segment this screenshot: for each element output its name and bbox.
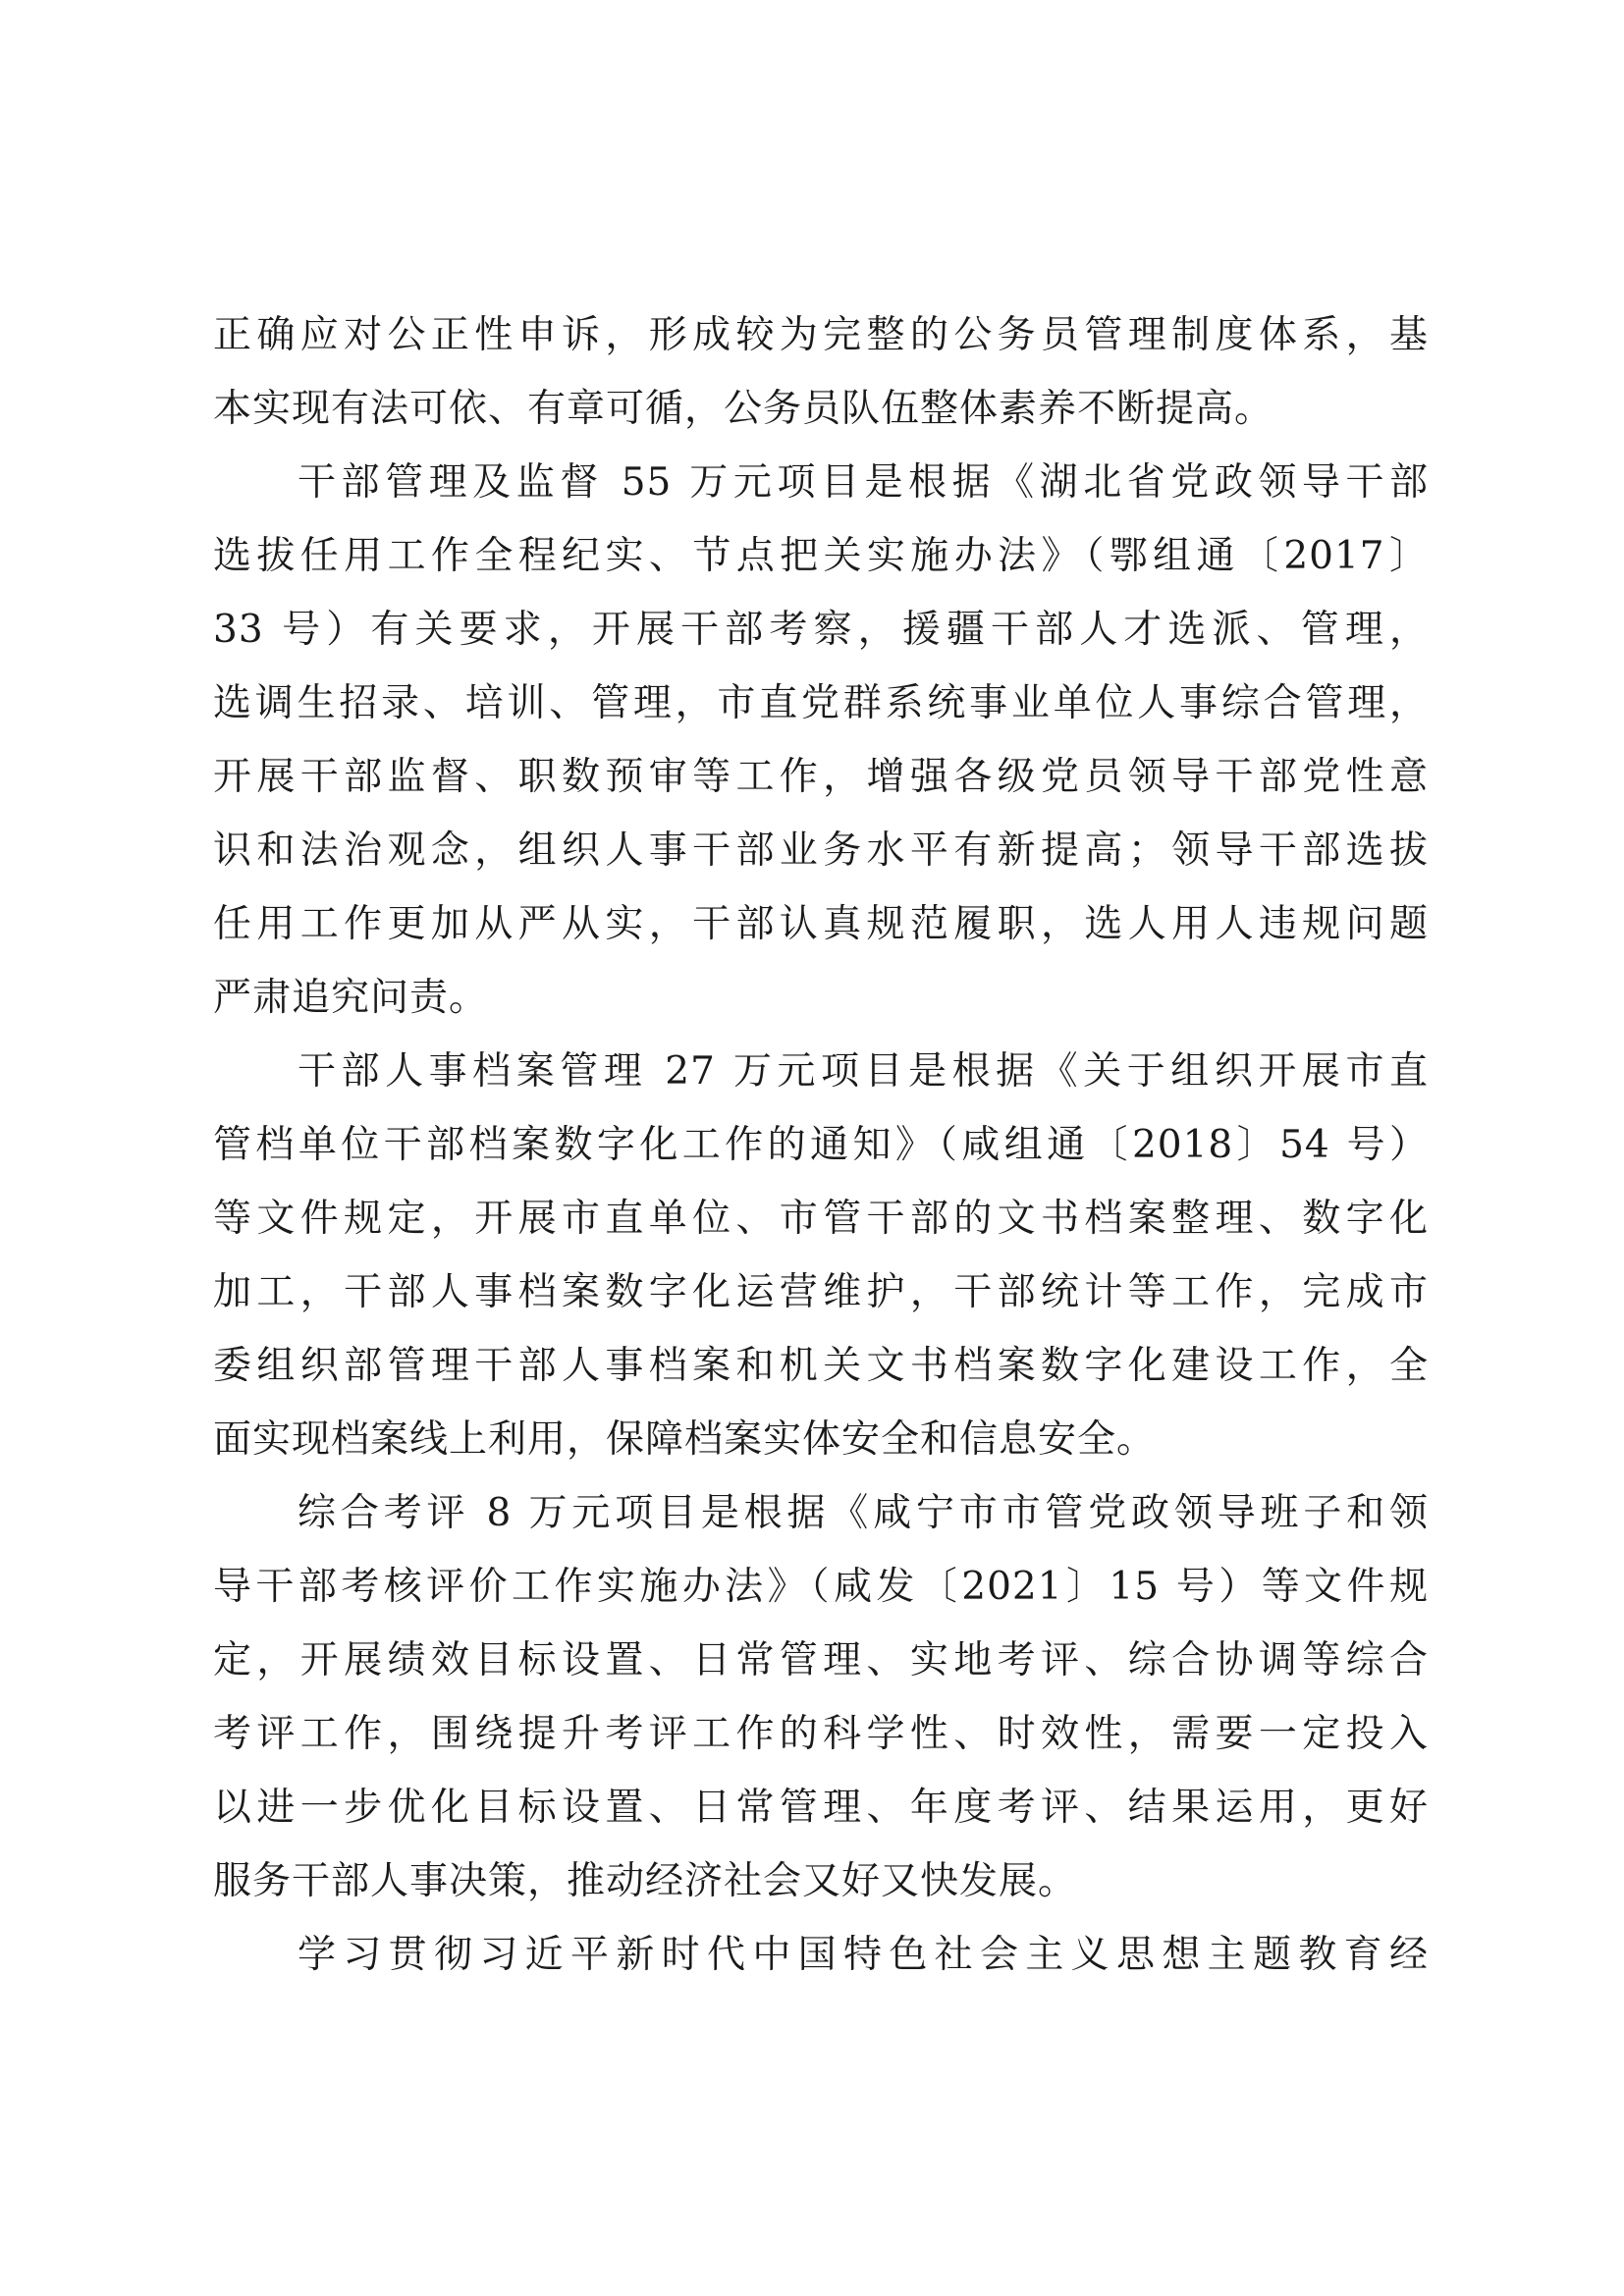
paragraph-line: 33 号）有关要求，开展干部考察，援疆干部人才选派、管理， xyxy=(213,608,1429,652)
paragraph-line: 干部人事档案管理 27 万元项目是根据《关于组织开展市直 xyxy=(298,1049,1429,1094)
paragraph-line: 定，开展绩效目标设置、日常管理、实地考评、综合协调等综合 xyxy=(213,1638,1429,1682)
paragraph-line: 识和法治观念，组织人事干部业务水平有新提高；领导干部选拔 xyxy=(213,828,1429,873)
paragraph-line: 等文件规定，开展市直单位、市管干部的文书档案整理、数字化 xyxy=(213,1197,1429,1241)
paragraph-line: 委组织部管理干部人事档案和机关文书档案数字化建设工作，全 xyxy=(213,1344,1429,1388)
paragraph-line: 严肃追究问责。 xyxy=(213,976,489,1020)
paragraph-2 xyxy=(213,446,1429,1035)
paragraph-1 xyxy=(213,298,1429,446)
paragraph-line: 选调生招录、培训、管理，市直党群系统事业单位人事综合管理， xyxy=(213,681,1429,725)
paragraph-line: 开展干部监督、职数预审等工作，增强各级党员领导干部党性意 xyxy=(213,755,1429,799)
paragraph-line: 本实现有法可依、有章可循，公务员队伍整体素养不断提高。 xyxy=(213,387,1274,431)
paragraph-line: 面实现档案线上利用，保障档案实体安全和信息安全。 xyxy=(213,1417,1157,1462)
paragraph-line: 导干部考核评价工作实施办法》（咸发〔2021〕15 号）等文件规 xyxy=(213,1565,1429,1609)
paragraph-line: 管档单位干部档案数字化工作的通知》（咸组通〔2018〕54 号） xyxy=(213,1123,1429,1167)
paragraph-5 xyxy=(213,1918,1429,1992)
paragraph-line: 学习贯彻习近平新时代中国特色社会主义思想主题教育经 xyxy=(298,1933,1429,1977)
paragraph-4 xyxy=(213,1476,1429,1918)
document-body xyxy=(213,298,1429,1992)
paragraph-line: 选拔任用工作全程纪实、节点把关实施办法》（鄂组通〔2017〕 xyxy=(213,534,1429,578)
paragraph-line: 考评工作，围绕提升考评工作的科学性、时效性，需要一定投入 xyxy=(213,1712,1429,1756)
paragraph-line: 正确应对公正性申诉，形成较为完整的公务员管理制度体系，基 xyxy=(213,313,1429,357)
paragraph-line: 以进一步优化目标设置、日常管理、年度考评、结果运用，更好 xyxy=(213,1786,1429,1830)
paragraph-line: 任用工作更加从严从实，干部认真规范履职，选人用人违规问题 xyxy=(213,902,1429,946)
paragraph-line: 干部管理及监督 55 万元项目是根据《湖北省党政领导干部 xyxy=(298,460,1429,505)
paragraph-line: 加工，干部人事档案数字化运营维护，干部统计等工作，完成市 xyxy=(213,1270,1429,1314)
paragraph-line: 综合考评 8 万元项目是根据《咸宁市市管党政领导班子和领 xyxy=(298,1491,1429,1535)
paragraph-line: 服务干部人事决策，推动经济社会又好又快发展。 xyxy=(213,1859,1078,1903)
paragraph-3 xyxy=(213,1035,1429,1476)
